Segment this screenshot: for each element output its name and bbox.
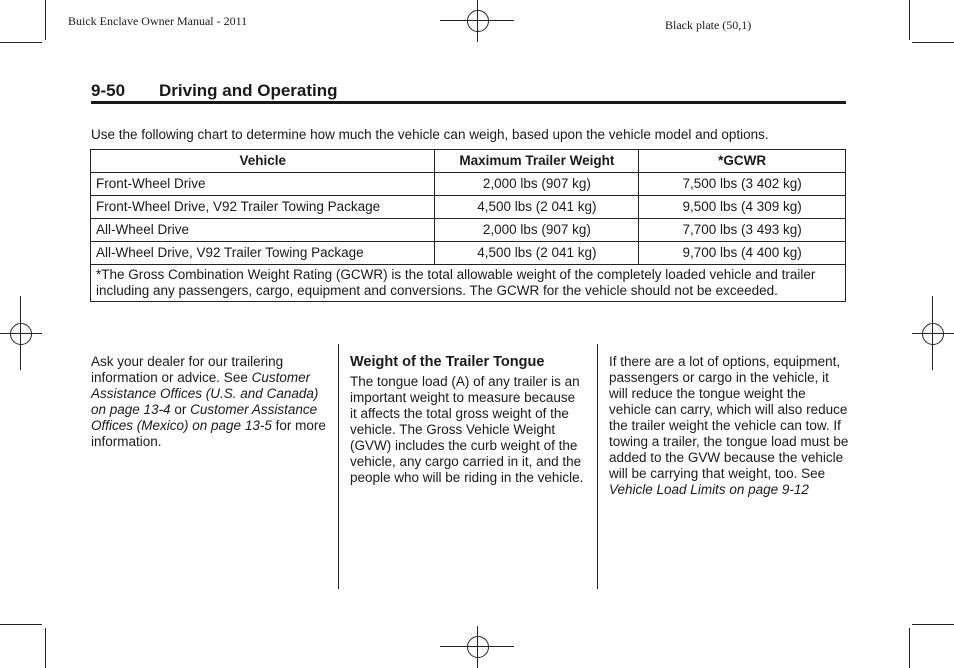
crop-mark bbox=[0, 42, 42, 43]
column-header: Vehicle bbox=[91, 150, 435, 173]
column-divider bbox=[338, 344, 339, 589]
gcwr-cell: 7,700 lbs (3 493 kg) bbox=[639, 219, 846, 242]
trailer-weight-cell: 2,000 lbs (907 kg) bbox=[435, 219, 639, 242]
vehicle-cell: Front-Wheel Drive bbox=[91, 173, 435, 196]
section-title: Driving and Operating bbox=[159, 81, 338, 100]
crop-mark bbox=[0, 624, 42, 625]
registration-mark-bottom bbox=[440, 626, 514, 668]
column-divider bbox=[597, 344, 598, 589]
page-number: 9-50 bbox=[91, 81, 126, 100]
tongue-load-text: If there are a lot of options, equipment, passengers or cargo in the vehicle, it will reduce the tongue weight the vehicle can carry, which will also reduce the trailer weight the vehicle can tow. If towing a trailer, the tongue load must be added to the GVW because the vehicle will be carrying that weight, too. See Vehicle Load Limits on page 9-12 bbox=[609, 354, 849, 497]
table-row bbox=[91, 219, 846, 242]
table-row bbox=[91, 173, 846, 196]
crop-mark bbox=[909, 0, 910, 40]
trailer-weight-cell: 4,500 lbs (2 041 kg) bbox=[435, 196, 639, 219]
vehicle-cell: All-Wheel Drive, V92 Trailer Towing Package bbox=[91, 242, 435, 265]
table-row bbox=[91, 196, 846, 219]
section-heading bbox=[91, 81, 338, 101]
table-row bbox=[91, 242, 846, 265]
vehicle-cell: Front-Wheel Drive, V92 Trailer Towing Package bbox=[91, 196, 435, 219]
subsection-heading: Weight of the Trailer Tongue bbox=[350, 354, 545, 370]
crop-mark bbox=[45, 628, 46, 668]
crop-mark bbox=[912, 624, 954, 625]
gcwr-footnote: *The Gross Combination Weight Rating (GCWR) is the total allowable weight of the completely loaded vehicle and trailer including any passengers, cargo, equipment and conversions. The GCWR for the vehicle should not be exceeded. bbox=[91, 265, 846, 302]
cross-reference-link[interactable]: Vehicle Load Limits on page 9-12 bbox=[609, 482, 809, 497]
registration-mark-left bbox=[0, 296, 42, 370]
table-header-row bbox=[91, 150, 846, 173]
gcwr-cell: 9,500 lbs (4 309 kg) bbox=[639, 196, 846, 219]
manual-title: Buick Enclave Owner Manual - 2011 bbox=[68, 14, 248, 28]
trailer-weight-cell: 4,500 lbs (2 041 kg) bbox=[435, 242, 639, 265]
column-header: Maximum Trailer Weight bbox=[435, 150, 639, 173]
paragraph: The tongue load (A) of any trailer is an important weight to measure because it affects the total gross weight of the vehicle. The Gross Vehicle Weight (GVW) includes the curb weight of the vehicle, any cargo carried in it, and the people who will be riding in the vehicle. bbox=[350, 374, 584, 485]
crop-mark bbox=[909, 628, 910, 668]
trailer-weight-table bbox=[90, 149, 846, 302]
gcwr-cell: 9,700 lbs (4 400 kg) bbox=[639, 242, 846, 265]
table-footnote-row bbox=[91, 265, 846, 302]
heading-rule bbox=[91, 101, 846, 104]
crop-mark bbox=[45, 0, 46, 40]
column-header: *GCWR bbox=[639, 150, 846, 173]
cross-reference-link[interactable]: Customer Assistance Offices (Mexico) on page 13-5 bbox=[91, 402, 318, 433]
dealer-advice-text: Ask your dealer for our trailering information or advice. See Customer Assistance Offices (U.S. and Canada) on page 13-4 or Customer Assistance Offices (Mexico) on page 13-5 for more information. bbox=[91, 354, 326, 449]
gcwr-cell: 7,500 lbs (3 402 kg) bbox=[639, 173, 846, 196]
tongue-weight-section bbox=[350, 354, 585, 486]
cross-reference-link[interactable]: Customer Assistance Offices (U.S. and Canada) on page 13-4 bbox=[91, 370, 319, 417]
trailer-weight-cell: 2,000 lbs (907 kg) bbox=[435, 173, 639, 196]
registration-mark-top bbox=[440, 0, 514, 42]
intro-text: Use the following chart to determine how much the vehicle can weigh, based upon the vehicle model and options. bbox=[91, 127, 769, 142]
vehicle-cell: All-Wheel Drive bbox=[91, 219, 435, 242]
registration-mark-right bbox=[912, 296, 954, 370]
plate-label: Black plate (50,1) bbox=[665, 18, 752, 32]
crop-mark bbox=[912, 42, 954, 43]
